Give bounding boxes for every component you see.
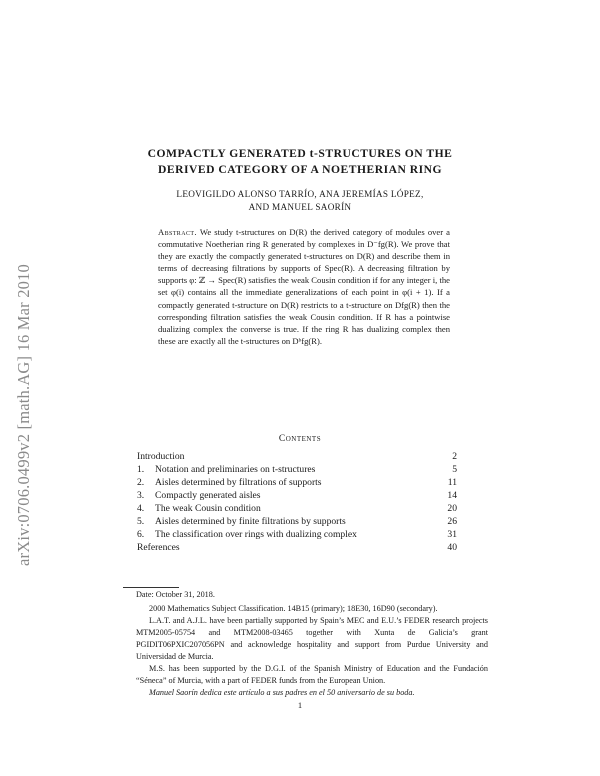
toc-entry-title: Aisles determined by finite filtrations by supports <box>155 516 346 527</box>
toc-entry-page: 14 <box>447 490 457 501</box>
toc-entry-title: Aisles determined by filtrations of supports <box>155 477 322 488</box>
toc-entry-introduction[interactable] <box>137 450 457 463</box>
table-of-contents <box>137 450 457 554</box>
toc-entry-title: Compactly generated aisles <box>155 490 261 501</box>
toc-entry-page: 5 <box>452 464 457 475</box>
toc-entry-number: 6. <box>137 529 145 540</box>
toc-entry-section-5[interactable] <box>137 515 457 528</box>
abstract-body: We study t-structures on D(R) the derived category of modules over a commutative Noetherian ring R generated by complexes in D⁻fg(R). We prove that they are exactly the compactly generated t-structures on D(R) and describe them in terms of decreasing filtrations by supports of Spec(R). A decreasing filtration by supports φ: ℤ → Spec(R) satisfies the weak Cousin condition if for any integer i, the set φ(i) contains all the immediate generalizations of each point in φ(i + 1). If a compactly generated t-structure on D(R) restricts to a t-structure on Dfg(R) then the corresponding filtration satisfies the weak Cousin condition. If R has a pointwise dualizing complex the converse is true. If the ring R has dualizing complex then these are exactly all the t-structures on Dᵇfg(R). <box>158 227 450 346</box>
toc-entry-section-1[interactable] <box>137 463 457 476</box>
toc-entry-references[interactable] <box>137 541 457 554</box>
toc-entry-number: 4. <box>137 503 145 514</box>
authors-line-2: AND MANUEL SAORÍN <box>248 202 352 212</box>
footnotes <box>136 589 488 699</box>
toc-entry-section-6[interactable] <box>137 528 457 541</box>
toc-entry-page: 11 <box>447 477 457 488</box>
abstract <box>158 226 450 347</box>
toc-entry-number: 5. <box>137 516 145 527</box>
toc-entry-page: 26 <box>447 516 457 527</box>
footnote-divider <box>123 587 179 588</box>
toc-entry-page: 2 <box>452 451 457 462</box>
toc-entry-title: Notation and preliminaries on t-structures <box>155 464 316 475</box>
toc-entry-section-2[interactable] <box>137 476 457 489</box>
footnote-dedication: Manuel Saorín dedica este artículo a sus padres en el 50 aniversario de su boda. <box>149 688 415 697</box>
page-number: 1 <box>297 700 303 710</box>
toc-entry-number: 2. <box>137 477 145 488</box>
toc-entry-title: The classification over rings with dualizing complex <box>155 529 357 540</box>
footnote-support-ms: M.S. has been supported by the D.G.I. of the Spanish Ministry of Education and the Fundación “Séneca” of Murcia, with a part of FEDER funds from the European Union. <box>136 664 488 685</box>
title-line-1: COMPACTLY GENERATED t-STRUCTURES ON THE <box>147 147 453 160</box>
toc-entry-page: 20 <box>447 503 457 514</box>
toc-entry-page: 31 <box>447 529 457 540</box>
contents-heading: Contents <box>278 434 322 444</box>
paper-title <box>100 146 500 178</box>
footnote-date: Date: October 31, 2018. <box>136 590 215 599</box>
toc-entry-section-3[interactable] <box>137 489 457 502</box>
authors-line-1: LEOVIGILDO ALONSO TARRÍO, ANA JEREMÍAS LÓPEZ, <box>176 189 424 199</box>
toc-entry-title: Introduction <box>137 451 185 462</box>
toc-entry-title: The weak Cousin condition <box>155 503 261 514</box>
toc-entry-section-4[interactable] <box>137 502 457 515</box>
toc-entry-title: References <box>137 542 180 553</box>
toc-entry-page: 40 <box>447 542 457 553</box>
footnote-support-lat-ajl: L.A.T. and A.J.L. have been partially supported by Spain’s MEC and E.U.’s FEDER research projects MTM2005-05754 and MTM2008-03465 together with Xunta de Galicia’s grant PGIDIT06PXIC207056PN and acknowledge hospitality and support from Purdue University and Universidad de Murcia. <box>136 616 488 661</box>
arxiv-identifier-stamp: arXiv:0706.0499v2 [math.AG] 16 Mar 2010 <box>14 263 33 566</box>
footnote-msc: 2000 Mathematics Subject Classification. 14B15 (primary); 18E30, 16D90 (secondary). <box>149 604 438 613</box>
toc-entry-number: 3. <box>137 490 145 501</box>
abstract-label: Abstract. <box>158 227 197 237</box>
toc-entry-number: 1. <box>137 464 145 475</box>
author-list <box>100 188 500 214</box>
title-line-2: DERIVED CATEGORY OF A NOETHERIAN RING <box>157 163 443 176</box>
